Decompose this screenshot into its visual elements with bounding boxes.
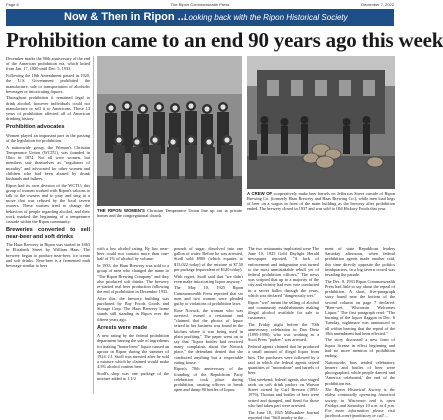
paragraph: After this, the brewery building was purchased by Bay Foods Goods and Storage Corp. The Haas Brewery home stands still standing in Ripon over the fifteen years ago.: [97, 295, 169, 322]
paragraph: pounds of sugar, dissolved into one gallon of water. Before he was arrested, Stodl sold $900 (which equates to $13,022 today) of the mixture at $7.50 per package (equivalent of $120 today).: [174, 246, 243, 272]
paragraph: Federal agents claimed that he produced a small amount of illegal liquor from him. The purchases were followed by a raid in which the federal agents seized quantities of "moonshine" and barrels of beer.: [248, 344, 319, 376]
paragraph: Following the 18th Amendment passed in 1920, the U.S. Government prohibited the manufacture, sale or transportation of alcoholic beverages or intoxicating liquors.: [6, 73, 90, 94]
article-headline: Prohibition came to an end 90 years ago this week: [6, 28, 443, 52]
article-column-4: [248, 246, 319, 420]
wctu-photo-graphic: [97, 56, 242, 206]
caption-lead: THE RIPON WOMEN'S: [97, 208, 145, 213]
brewery-photo-caption: [247, 191, 395, 244]
column-rule: [93, 56, 94, 394]
paragraph: The Friday night before the 70th anniversary celebration in Dan Dietz (1895-1996), who was working as a Scott Press "parker," was arrested.: [248, 321, 319, 343]
caption-lead: A CREW OF: [247, 191, 273, 196]
article-column-2: [97, 246, 169, 394]
paragraph: The Dec. 8, 1933 Ripon Commonwealth Press had little to say about the repeal of prohibition. A short, five-paragraph story found near the bottom of the second column on page 7 declared: "Beer-wet, Wisconsin Welcomes Liquor." The first paragraph read: "The burning of the liquor flaggon in Dec. 6 Tuesday, nightmare was announced to all within hearing that the repeal of the 18th amendment had been effected.": [325, 278, 395, 336]
caption-text: Christian Temperance Union line up out in private homes and the congregational church.: [97, 208, 243, 219]
paragraph: Throughout prohibition it remained legal to drink alcohol, however individuals could not manufacture or sell it to Americans. These 13 years of prohibition affected all of American drinking history.: [6, 95, 90, 122]
page-header-line: [6, 2, 394, 8]
publication-date: December 7, 2022: [361, 2, 394, 7]
paragraph: Ripon had its own division of the WCTU; this group of women worked with Ripon's saloons to talk to the owners and to pray and sing in a move that was refused by the local tavern owners. These women tried to change the behaviors of people regarding alcohol, and their work marked the beginning of a temperance crusade within the Ripon community.: [6, 182, 90, 225]
paragraph: Nationwide, bars tended celebratory hearers and bottles of beer were photographed, while people danced and 'America celebrated,' the end of the prohibition era.: [325, 359, 395, 386]
caption-text: cooperatively make beer barrels on Jefferson Street outside of Ripon Brewing Co. (formerly Haas Brewery and Haas Brewing Co.), while men load kegs of beer on a wagon in front of the main building as the brewery after prohibition ended. The brewery closed in 1937 and was sold to Old Hickory Foods that year.: [247, 191, 395, 212]
brewery-photo-graphic: [247, 56, 395, 189]
paragraph: In 1933, the Haas Brewery was sold to a group of men who changed the name to "The Ripon Brewing Company" and they also produced soft drinks. The brewery re-started real beer production following the end of prohibition in December 1933.: [97, 263, 169, 295]
paragraph: with a low alcohol rating. By law, near-beer could not contain more than one-half of 1% of alcohol by volume.: [97, 246, 169, 262]
paragraph: Ripon's 70th anniversary of the founding of the Republican Party celebration took place during prohibition, causing officers to break open and dump 80 bottles of liquor.: [174, 366, 243, 393]
subhead-breweries: Breweries converted to sell near-beer and soft drinks: [6, 227, 90, 240]
section-tagline: Looking back with the Ripon Historical Society: [184, 13, 348, 22]
paragraph: The Haas Brewery in Ripon was started in 1863 in Elizabeth Street by William Haas. The brewery began to produce near-beer, ice cream and soft drinks. Near-beer is a fermented malt beverage similar to beer: [6, 242, 90, 268]
article-column-5: [325, 246, 395, 419]
subhead-arrests: Arrests were made: [97, 324, 148, 331]
article-column-1: [6, 56, 90, 394]
paragraph: A new rating by the federal prohibition department barring the sale of ingredients for making "home brew" liquor caused an uproar in Ripon during the summer of 1924. J.J. Stodl was arrested after he sold a mixture which he claimed would make 4.5% alcohol content beer.: [97, 333, 169, 370]
paragraph: The June 18, 1925 Milwaukee Journal reported that "Still nearby to the ...: [248, 409, 319, 420]
paragraph: December marks the 90th anniversary of the end of the American prohibition era, which lasted from Jan. 17, 1920 until Dec. 5, 1933.: [6, 56, 90, 72]
wctu-photo-caption: [97, 208, 242, 244]
subhead-advocates: Prohibition advocates: [6, 124, 65, 131]
paragraph: Rose Novack, the woman who was arrested, owned a restaurant and "claimed that the photos of liquor seized in her business was found in the kitchen where it was being used in plain profiting." The paper went on to say that "liquor bottles had received many complaints about the Novack place," the defendant denied that she conducted anything but a respectable eating house.: [174, 307, 243, 365]
section-title: Now & Then in Ripon ...: [64, 11, 187, 23]
brewery-crew-photo: [247, 56, 395, 189]
section-banner: [6, 9, 394, 26]
article-column-3: [174, 246, 243, 394]
paragraph: Women played an important part in the passing of the legislation for prohibition.: [6, 132, 90, 144]
paragraph: A nationwide group, the Woman's Christian Temperance Union (WCTU), was founded in Ohio in 1874. Not all were women, but members saw themselves as "regulators of morality" and advocated for other women and children who had been abused by drunk husbands and fathers.: [6, 144, 90, 181]
paragraph: The story discussed a new form of liquor license in effect beginning and had no more mention of prohibition ending.: [325, 337, 395, 359]
paragraph: With regret, Stodl said that "we didn't even make intoxicating liquor anyway.": [174, 273, 243, 284]
paragraph: That weekend, federal agents also staged raids on soft drink parlors on Watson Street owned by Carl Bressen (1893-1976), Thomas and bottles of beer were seized and dumped, and fined for those who had taken part were arrested.: [248, 376, 319, 408]
paragraph: The two restaurants implicated were The June 10, 1925 Gold Daylight Herald newspaper reported, "A lack of enforcement and indignation was turned to the most unmistakable rebuff yet of federal prohibition officers." The news was scripted that up to a majority of the city and vicinity had ever vote conducted in a secret ballot through the years, which was declared "dangerously wet.": [248, 246, 319, 298]
historical-society-note: The Ripon Historical Society is the oldest continually operating historical society in Wisconsin and is open Fridays and Saturdays 10 a.m. to 4 p.m. For more information please visit facebook.com/riponhistory or call ...: [325, 387, 395, 419]
paragraph: Ripon "wet" meant the selling of alcohol and community establishments making illegal alcohol available for sale to customers.: [248, 299, 319, 321]
wctu-group-photo: [97, 56, 242, 206]
paragraph: Stodl's shop was one package of the mixture added to 1 1/2: [97, 371, 169, 382]
paragraph: The May 10, 1925 Ripon Commonwealth Press reported that six men and two women were pleaded guilty to violations of prohibition laws.: [174, 285, 243, 307]
publication-name: The Ripon Commonwealth Press: [170, 2, 230, 7]
page-number: Page 6: [6, 2, 19, 7]
paragraph: ment of state Republican leaders Saturday afternoon, when federal prohibition agents made another raid, this time directly opposite the politics headquarters, in a big tavern crowd was invading the parade.: [325, 246, 395, 278]
